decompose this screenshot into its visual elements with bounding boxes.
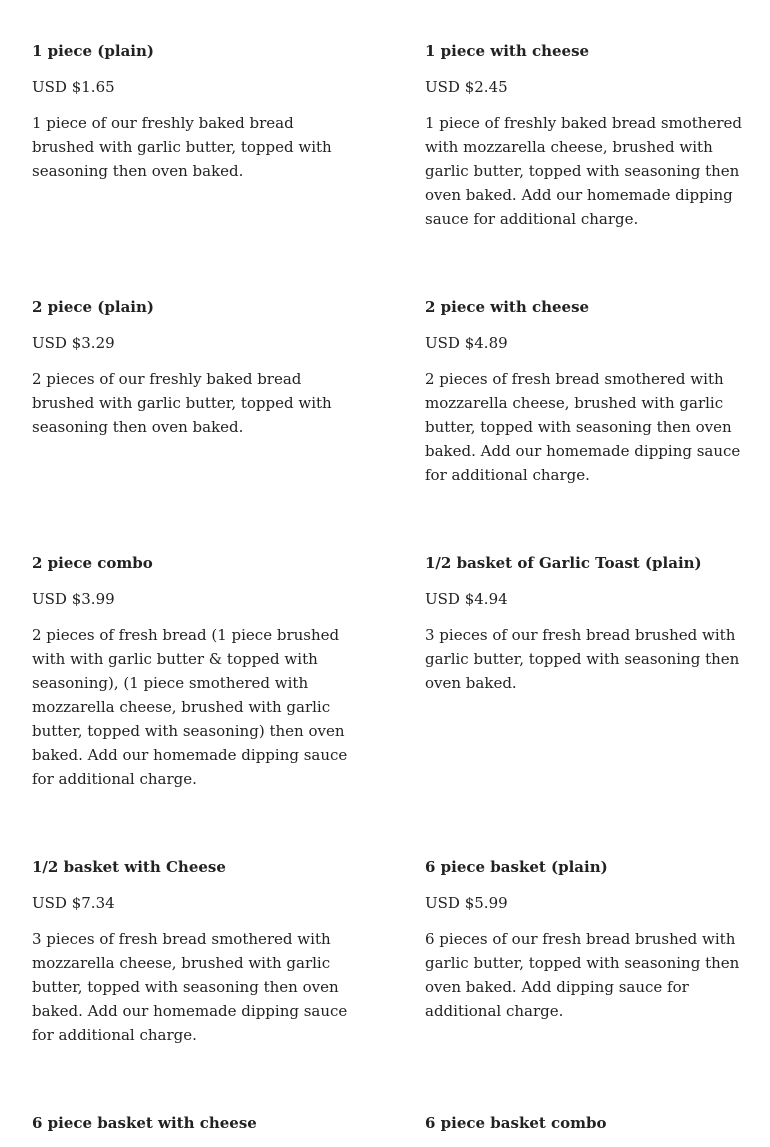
menu-item[interactable]: [425, 855, 743, 1047]
item-description: 6 pieces of our fresh bread brushed with garlic butter, topped with seasoning then oven baked. Add dipping sauce for additional charge.: [425, 930, 740, 1020]
item-description: 3 pieces of fresh bread smothered with mozzarella cheese, brushed with garlic butter, topped with seasoning then oven baked. Add our homemade dipping sauce for additional charge.: [32, 930, 348, 1044]
item-price: USD $5.99: [425, 894, 508, 912]
item-description: 3 pieces of our fresh bread brushed with garlic butter, topped with seasoning then oven baked.: [425, 626, 740, 692]
item-price: USD $2.45: [425, 78, 508, 96]
item-name: 1/2 basket of Garlic Toast (plain): [425, 554, 702, 572]
item-description: 2 pieces of fresh bread (1 piece brushed with with garlic butter & topped with seasoning), (1 piece smothered with mozzarella cheese, brushed with garlic butter, topped with seasoning) then oven baked. Add our homemade dipping sauce for additional charge.: [32, 626, 348, 788]
item-price: USD $4.94: [425, 590, 508, 608]
item-name: 1 piece with cheese: [425, 42, 590, 60]
item-name: 6 piece basket (plain): [425, 858, 608, 876]
item-description: 1 piece of freshly baked bread smothered with mozzarella cheese, brushed with garlic butter, topped with seasoning then oven baked. Add our homemade dipping sauce for additional charge.: [425, 114, 742, 228]
item-name: 1 piece (plain): [32, 42, 154, 60]
item-price: USD $4.89: [425, 334, 508, 352]
item-price: USD $3.29: [32, 334, 115, 352]
item-price: USD $1.65: [32, 78, 115, 96]
item-description: 2 pieces of our freshly baked bread brushed with garlic butter, topped with seasoning then oven baked.: [32, 370, 332, 436]
item-price: USD $7.34: [32, 894, 115, 912]
item-name: 6 piece basket combo: [425, 1114, 607, 1132]
menu-item[interactable]: [32, 855, 350, 1047]
item-description: 1 piece of our freshly baked bread brushed with garlic butter, topped with seasoning then oven baked.: [32, 114, 332, 180]
item-description: 2 pieces of fresh bread smothered with mozzarella cheese, brushed with garlic butter, topped with seasoning then oven baked. Add our homemade dipping sauce for additional charge.: [425, 370, 741, 484]
menu-item[interactable]: [32, 39, 350, 231]
menu-item[interactable]: [32, 1111, 350, 1147]
menu-item[interactable]: [425, 551, 743, 791]
menu-item[interactable]: [32, 551, 350, 791]
menu-item[interactable]: [425, 1111, 743, 1147]
item-price: USD $3.99: [32, 590, 115, 608]
menu-item[interactable]: [425, 295, 743, 487]
menu-item[interactable]: [32, 295, 350, 487]
item-name: 2 piece with cheese: [425, 298, 590, 316]
item-name: 1/2 basket with Cheese: [32, 858, 226, 876]
item-name: 6 piece basket with cheese: [32, 1114, 257, 1132]
item-name: 2 piece combo: [32, 554, 153, 572]
menu-item[interactable]: [425, 39, 743, 231]
item-name: 2 piece (plain): [32, 298, 154, 316]
